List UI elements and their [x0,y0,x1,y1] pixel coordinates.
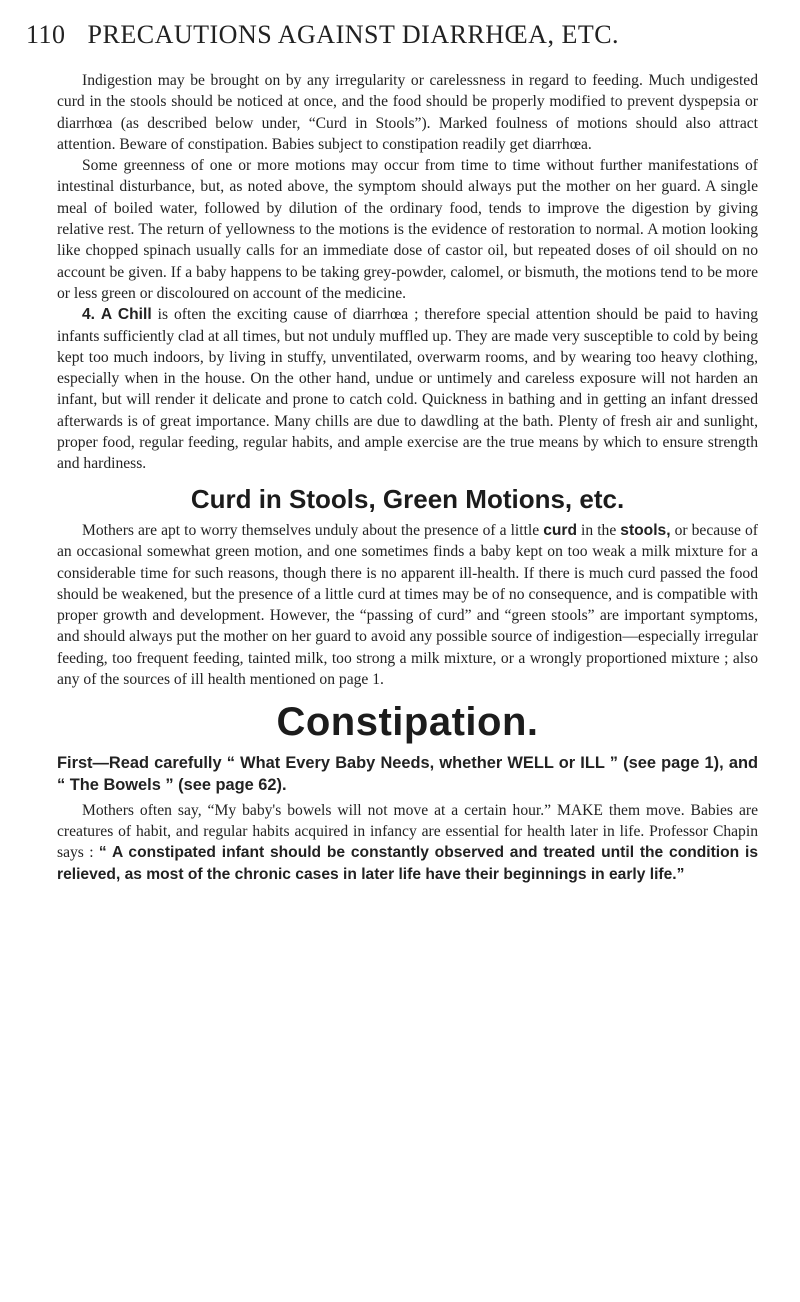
paragraph-curd [57,520,758,690]
chill-text: is often the exciting cause of diarrhœa ; therefore special attention should be paid to having infants sufficiently clad at all times, but not unduly muffled up. They are made very susceptible to cold by being kept too much indoors, by living in stuffy, unventilated, overwarm rooms, and by wearing too heavy clothing, especially when in the house. On the other hand, undue or untimely and careless exposure will not harden an infant, but will render it delicate and prone to catch cold. Quickness in bathing and in getting an infant dressed afterwards is of great importance. Many chills are due to dawdling at the bath. Plenty of fresh air and sunlight, proper food, regular feeding, regular habits, and ample exercise are the true means by which to ensure strength and hardiness. [57,306,758,473]
heading-constipation: Constipation. [276,700,539,745]
curd-text-2: in the [577,521,621,539]
paragraph-indigestion: Indigestion may be brought on by any irregularity or carelessness in regard to feeding. Much undigested curd in the stools should be noticed at once, and the food should be properly modified to prevent dyspepsia or diarrhœa (as described below under, “Curd in Stools”). Marked foulness of motions should also attract attention. Beware of constipation. Babies subject to constipation readily get diarrhœa. [57,72,758,153]
page-number: 110 [26,20,66,49]
chill-lead: 4. A Chill [82,306,152,324]
heading-curd-in-stools: Curd in Stools, Green Motions, etc. [190,483,625,514]
curd-bold-curd: curd [543,521,577,539]
page-body [57,70,758,885]
running-header [26,20,774,50]
paragraph-chill [57,304,758,474]
curd-text-1: Mothers are apt to worry themselves unduly about the presence of a little [82,521,544,539]
constipation-first-note: First—Read carefully “ What Every Baby Needs, whether WELL or ILL ” (see page 1), and “ The Bowels ” (see page 62). [57,753,758,794]
paragraph-greenness: Some greenness of one or more motions may occur from time to time without further manifestations of intestinal disturbance, but, as noted above, the symptom should always put the mother on her guard. A single meal of boiled water, followed by dilution of the ordinary food, tends to improve the digestion by giving relative rest. The return of yellowness to the motions is the evidence of restoration to normal. A motion looking like chopped spinach usually calls for an immediate dose of castor oil, but repeated doses of oil should on no account be given. If a baby happens to be taking grey-powder, calomel, or bismuth, the motions tend to be more or less green or discoloured on account of the medicine. [57,157,758,302]
paragraph-constipation [57,800,758,885]
curd-text-3: or because of an occasional somewhat green motion, and one sometimes finds a baby kept on too weak a milk mixture for a considerable time for such reasons, though there is no apparent ill-health. If there is much curd passed the food should be weakened, but the presence of a little curd at times may be of no consequence, and is compatible with proper growth and development. However, the “passing of curd” and “green stools” are important symptoms, and should always put the mother on her guard to avoid any possible source of indigestion—especially irregular feeding, too frequent feeding, tainted milk, too strong a milk mixture, or a wrongly proportioned mixture ; also any of the sources of ill health mentioned on page 1. [57,521,758,689]
chapin-quote: “ A constipated infant should be constantly observed and treated until the condition is relieved, as most of the chronic cases in later life have their beginnings in early life.” [57,844,758,883]
curd-bold-stools: stools, [620,521,671,539]
constipation-text: Mothers often say, “My baby's bowels will not move at a certain hour.” MAKE them move. Babies are creatures of habit, and regular habits acquired in infancy are essential for health later in life. Professor Chapin says : [57,801,758,862]
running-title: PRECAUTIONS AGAINST DIARRHŒA, ETC. [87,20,620,49]
